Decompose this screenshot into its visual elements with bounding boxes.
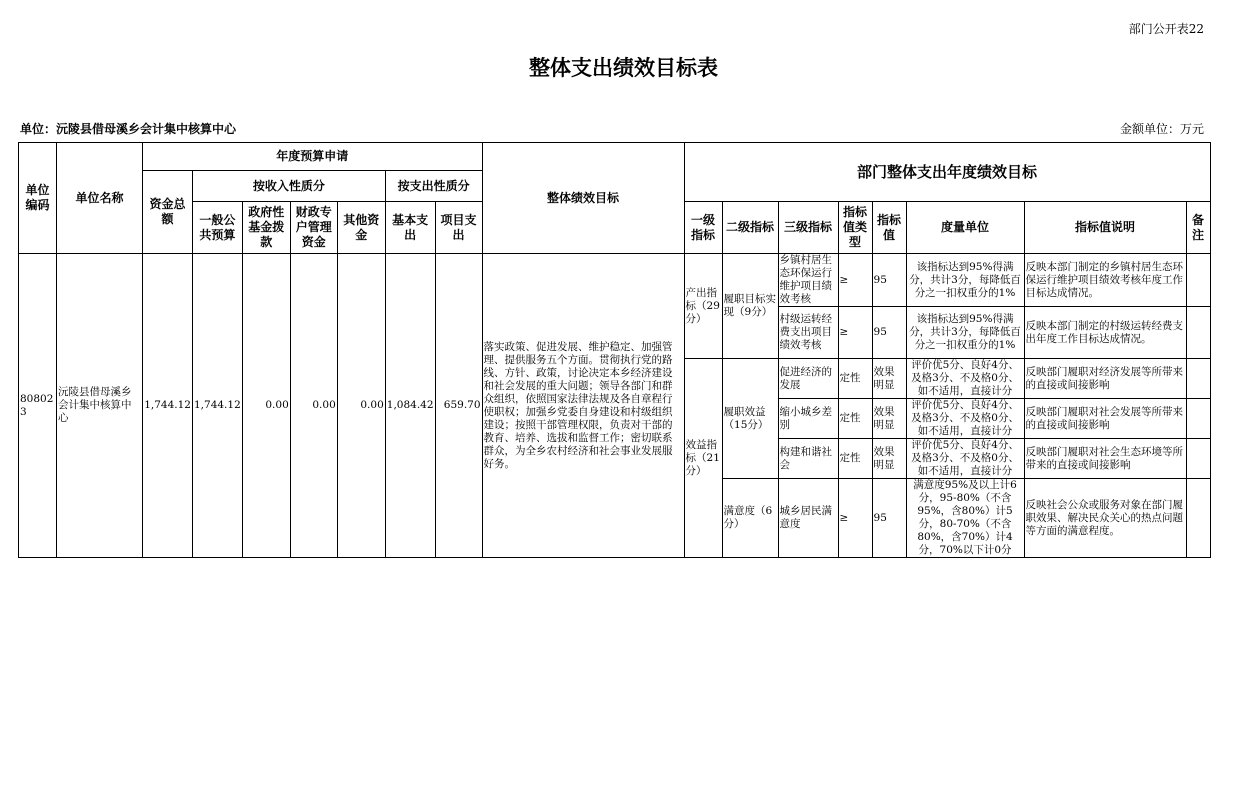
value-cell: 效果明显 bbox=[872, 439, 906, 479]
header-level1: 一级指标 bbox=[684, 202, 722, 254]
other-cell: 0.00 bbox=[337, 254, 385, 558]
header-level2: 二级指标 bbox=[722, 202, 778, 254]
l3-cell: 促进经济的发展 bbox=[778, 359, 838, 399]
benefit-l1-cell: 效益指标（21分） bbox=[684, 359, 722, 558]
remark-cell bbox=[1186, 479, 1210, 558]
l3-cell: 缩小城乡差别 bbox=[778, 399, 838, 439]
value-type-cell: 定性 bbox=[838, 439, 872, 479]
remark-cell bbox=[1186, 439, 1210, 479]
value-cell: 效果明显 bbox=[872, 359, 906, 399]
satisfaction-l2-cell: 满意度（6分） bbox=[722, 479, 778, 558]
unit-code-cell: 808023 bbox=[19, 254, 57, 558]
header-gov-fund: 政府性基金拨款 bbox=[242, 202, 290, 254]
overall-goal-cell: 落实政策、促进发展、维护稳定、加强管理、提供服务五个方面。贯彻执行党的路线、方针、政策，讨论决定本乡经济建设和社会发展的重大问题；领导各部门和群众组织，依照国家法律法规及各自章程行使职权；加强乡党委自身建设和村级组织建设；按照干部管理权限，负责对干部的教育、培养、选拔和监督工作；密切联系群众，为全乡农村经济和社会事业发展服好务。 bbox=[482, 254, 684, 558]
page-title: 整体支出绩效目标表 bbox=[529, 56, 718, 80]
general-cell: 1,744.12 bbox=[193, 254, 243, 558]
l3-cell: 城乡居民满意度 bbox=[778, 479, 838, 558]
l3-cell: 村级运转经费支出项目绩效考核 bbox=[778, 307, 838, 359]
project-cell: 659.70 bbox=[435, 254, 482, 558]
measure-unit-cell: 评价优5分、良好4分、及格3分、不及格0分、如不适用，直接计分 bbox=[906, 359, 1024, 399]
measure-unit-cell: 该指标达到95%得满分，共计3分，每降低百分之一扣权重分的1% bbox=[906, 307, 1024, 359]
gov-fund-cell: 0.00 bbox=[242, 254, 290, 558]
value-desc-cell: 反映本部门制定的村级运转经费支出年度工作目标达成情况。 bbox=[1024, 307, 1186, 359]
value-desc-cell: 反映本部门制定的乡镇村居生态环保运行维护项目绩效考核年度工作目标达成情况。 bbox=[1024, 254, 1186, 307]
header-annual-budget: 年度预算申请 bbox=[143, 143, 483, 171]
l3-cell: 乡镇村居生态环保运行维护项目绩效考核 bbox=[778, 254, 838, 307]
header-fiscal-special: 财政专户管理资金 bbox=[290, 202, 337, 254]
value-desc-cell: 反映部门履职对社会发展等所带来的直接或间接影响 bbox=[1024, 399, 1186, 439]
remark-cell bbox=[1186, 254, 1210, 307]
header-dept-goal: 部门整体支出年度绩效目标 bbox=[684, 143, 1210, 202]
benefit-l2-cell: 履职效益（15分） bbox=[722, 359, 778, 479]
value-desc-cell: 反映部门履职对社会生态环境等所带来的直接或间接影响 bbox=[1024, 439, 1186, 479]
value-type-cell: ≥ bbox=[838, 254, 872, 307]
header-value-desc: 指标值说明 bbox=[1024, 202, 1186, 254]
performance-table bbox=[18, 142, 1211, 558]
l3-cell: 构建和谐社会 bbox=[778, 439, 838, 479]
measure-unit-cell: 满意度95%及以上计6分，95-80%（不含95%，含80%）计5分，80-70%（不含80%，含70%）计4分，70%以下计0分 bbox=[906, 479, 1024, 558]
fiscal-special-cell: 0.00 bbox=[290, 254, 337, 558]
measure-unit-cell: 该指标达到95%得满分，共计3分，每降低百分之一扣权重分的1% bbox=[906, 254, 1024, 307]
header-unit-name: 单位名称 bbox=[57, 143, 143, 254]
header-project: 项目支出 bbox=[435, 202, 482, 254]
total-cell: 1,744.12 bbox=[143, 254, 193, 558]
remark-cell bbox=[1186, 359, 1210, 399]
header-remark: 备注 bbox=[1186, 202, 1210, 254]
remark-cell bbox=[1186, 399, 1210, 439]
basic-cell: 1,084.42 bbox=[385, 254, 435, 558]
header-measure-unit: 度量单位 bbox=[906, 202, 1024, 254]
value-type-cell: 定性 bbox=[838, 359, 872, 399]
header-total: 资金总额 bbox=[143, 171, 193, 254]
output-l2-cell: 履职目标实现（9分） bbox=[722, 254, 778, 359]
header-level3: 三级指标 bbox=[778, 202, 838, 254]
header-other: 其他资金 bbox=[337, 202, 385, 254]
unit-label: 单位：沅陵县借母溪乡会计集中核算中心 bbox=[20, 122, 237, 136]
value-desc-cell: 反映部门履职对经济发展等所带来的直接或间接影响 bbox=[1024, 359, 1186, 399]
value-cell: 95 bbox=[872, 479, 906, 558]
header-by-income: 按收入性质分 bbox=[193, 171, 386, 202]
header-by-expense: 按支出性质分 bbox=[385, 171, 482, 202]
value-type-cell: ≥ bbox=[838, 307, 872, 359]
remark-cell bbox=[1186, 307, 1210, 359]
value-cell: 效果明显 bbox=[872, 399, 906, 439]
header-general: 一般公共预算 bbox=[193, 202, 243, 254]
value-cell: 95 bbox=[872, 254, 906, 307]
amount-unit: 金额单位：万元 bbox=[1119, 122, 1204, 136]
value-type-cell: ≥ bbox=[838, 479, 872, 558]
header-value-type: 指标值类型 bbox=[838, 202, 872, 254]
measure-unit-cell: 评价优5分、良好4分、及格3分、不及格0分、如不适用，直接计分 bbox=[906, 439, 1024, 479]
value-cell: 95 bbox=[872, 307, 906, 359]
header-unit-code: 单位编码 bbox=[19, 143, 57, 254]
unit-name-cell: 沅陵县借母溪乡会计集中核算中心 bbox=[57, 254, 143, 558]
value-desc-cell: 反映社会公众或服务对象在部门履职效果、解决民众关心的热点问题等方面的满意程度。 bbox=[1024, 479, 1186, 558]
header-value: 指标值 bbox=[872, 202, 906, 254]
output-l1-cell: 产出指标（29分） bbox=[684, 254, 722, 359]
value-type-cell: 定性 bbox=[838, 399, 872, 439]
form-number: 部门公开表22 bbox=[1128, 22, 1204, 36]
header-basic: 基本支出 bbox=[385, 202, 435, 254]
measure-unit-cell: 评价优5分、良好4分、及格3分、不及格0分、如不适用，直接计分 bbox=[906, 399, 1024, 439]
header-overall-goal: 整体绩效目标 bbox=[482, 143, 684, 254]
